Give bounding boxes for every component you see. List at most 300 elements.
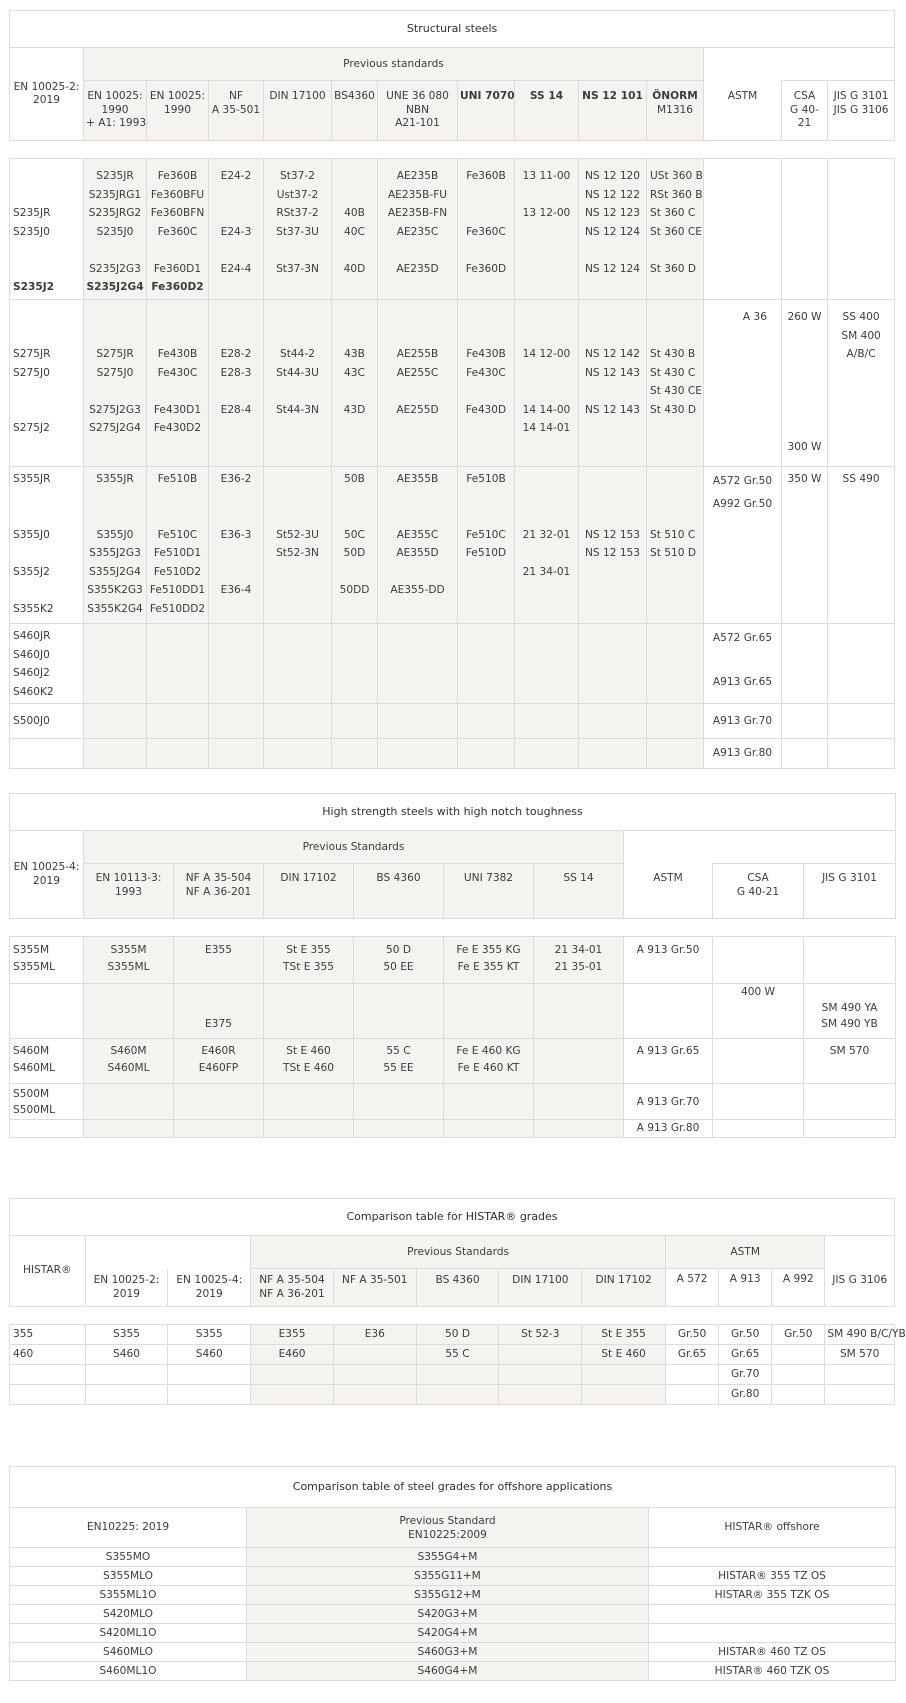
cell-line: St 510 D: [650, 547, 696, 559]
cell-line: + A1: 1993: [86, 117, 147, 129]
cell-line: [334, 327, 375, 346]
histar-row: [10, 1325, 895, 1345]
cell-line: [334, 241, 375, 260]
cell-line: A/B/C: [846, 348, 876, 360]
cell-line: AE255B: [396, 348, 439, 360]
s235-ns: [579, 159, 647, 300]
cell-line: G 40-21: [736, 885, 780, 898]
histar-cell: St E 460: [582, 1345, 666, 1365]
cell-line: JIS G 3101: [822, 872, 877, 884]
cell-line: UNI 7382: [463, 872, 514, 884]
cell-line: [517, 260, 576, 279]
cell-line: [149, 308, 206, 327]
offshore-row: [10, 1605, 896, 1624]
s235-bs: [332, 159, 378, 300]
cell-line: St37-2: [280, 170, 315, 182]
cell-line: SM 490 YA: [821, 1002, 878, 1014]
cell-line: Fe360D2: [151, 281, 204, 293]
histar-cell: [582, 1365, 666, 1385]
s355-astm: [704, 467, 782, 624]
cell-line: [266, 327, 329, 346]
cell-line: E460FP: [198, 1062, 239, 1074]
histar-cell: [772, 1345, 825, 1365]
cell-line: Fe360B: [157, 170, 198, 182]
cell-line: S355J2G3: [89, 547, 141, 559]
cell-line: Fe430D1: [153, 403, 202, 416]
cell-line: NF A 35-504: [259, 1274, 325, 1286]
s275-uni: [458, 300, 515, 467]
cell-line: E24-4: [220, 262, 252, 275]
cell-line: [784, 419, 825, 438]
hsnt-title: High strength steels with high notch toughness: [10, 794, 896, 831]
cell-line: UNE 36 080: [386, 90, 449, 102]
cell-line: Fe360D: [465, 262, 507, 275]
hsnt-header-din: [264, 864, 354, 919]
header-ns-12101: [579, 81, 647, 141]
cell-line: 43B: [344, 348, 365, 360]
cell-line: AE235B-FN: [387, 207, 448, 219]
cell-line: EN 10025:: [149, 90, 206, 102]
hsnt-previous-standards: Previous Standards: [84, 831, 624, 864]
cell-line: [266, 470, 329, 489]
cell-line: NS 12 124: [584, 262, 641, 275]
histar-header-jis: [825, 1269, 895, 1307]
cell-line: 50B: [344, 473, 365, 485]
s355-en1990: [147, 467, 209, 624]
histar-header-nf504: [251, 1269, 334, 1307]
offshore-cell: S355G4+M: [247, 1548, 649, 1567]
offshore-row: [10, 1643, 896, 1662]
offshore-cell: S355MO: [10, 1548, 247, 1567]
histar-cell: 460: [10, 1345, 86, 1365]
cell-line: [149, 507, 206, 526]
offshore-cell: HISTAR® 460 TZ OS: [649, 1643, 896, 1662]
cell-line: Fe510C: [466, 528, 506, 541]
histar-cell: SM 490 B/C/YB: [825, 1325, 895, 1345]
cell-line: JIS G 3106: [832, 1273, 888, 1286]
cell-line: [460, 241, 512, 260]
previous-standards-label: Previous standards: [84, 48, 704, 81]
hsnt-r2-jis: [804, 984, 896, 1039]
cell-line: 2019: [33, 94, 60, 106]
histar-cell: [416, 1385, 499, 1405]
cell-line: S235J0: [13, 225, 50, 238]
cell-line: 1990: [101, 103, 129, 116]
cell-line: Fe510B: [157, 473, 198, 485]
group-s235: [10, 159, 895, 300]
cell-line: JIS G 3101: [833, 90, 889, 102]
cell-line: A 36: [742, 311, 767, 323]
group-last: [10, 739, 895, 769]
cell-line: [460, 581, 512, 600]
cell-line: [517, 382, 576, 401]
cell-line: S235J2G3: [89, 262, 141, 275]
hsnt-header-jis: [804, 864, 896, 919]
s275-une: [378, 300, 458, 467]
cell-line: [13, 260, 81, 279]
cell-line: [334, 563, 375, 582]
offshore-cell: S420G3+M: [247, 1605, 649, 1624]
cell-line: 55 C: [386, 1045, 411, 1057]
s355-din: [264, 467, 332, 624]
hsnt-header-en10025-4: [10, 831, 84, 919]
cell-line: S275J2G3: [89, 403, 141, 416]
cell-line: [380, 600, 455, 619]
cell-line: 13 11-00: [522, 170, 571, 182]
cell-line: ASTM: [653, 871, 683, 884]
s275-ss: [515, 300, 579, 467]
cell-line: [334, 278, 375, 297]
cell-line: 2019: [33, 874, 60, 887]
cell-line: S235JRG2: [88, 207, 142, 219]
cell-line: [581, 382, 644, 401]
cell-line: [784, 345, 825, 364]
cell-line: [211, 327, 261, 346]
histar-cell: [251, 1365, 334, 1385]
offshore-cell: S355MLO: [10, 1567, 247, 1586]
histar-header-a572: A 572: [665, 1269, 718, 1307]
cell-line: S460ML: [107, 1062, 150, 1074]
cell-line: [380, 241, 455, 260]
s235-ss: [515, 159, 579, 300]
cell-line: NS 12 153: [584, 528, 641, 541]
offshore-cell: [649, 1605, 896, 1624]
cell-line: A572 Gr.65: [712, 632, 773, 644]
cell-line: [211, 544, 261, 563]
cell-line: Fe510D2: [153, 565, 202, 578]
hsnt-r3-c2: [174, 1039, 264, 1084]
cell-line: [380, 278, 455, 297]
histar-cell: Gr.65: [719, 1345, 772, 1365]
cell-line: NS 12 101: [582, 90, 643, 102]
cell-line: [650, 419, 701, 438]
cell-line: S460J2: [13, 667, 50, 679]
cell-line: SS 14: [529, 90, 564, 102]
cell-line: St 430 D: [650, 403, 696, 416]
cell-line: 21 34-01: [554, 944, 603, 956]
cell-line: [380, 382, 455, 401]
hsnt-row-s460: [10, 1039, 896, 1084]
hsnt-r3-c3: [264, 1039, 354, 1084]
cell-line: [581, 241, 644, 260]
cell-line: [460, 278, 512, 297]
cell-line: EN 10025-4:: [176, 1273, 243, 1286]
cell-line: St 360 CE: [650, 225, 702, 238]
cell-line: 50 D: [385, 944, 411, 956]
cell-line: 300 W: [787, 440, 822, 453]
cell-line: [211, 419, 261, 438]
cell-line: St E 460: [286, 1045, 331, 1057]
cell-line: [266, 278, 329, 297]
cell-line: AE355B: [396, 473, 439, 485]
histar-cell: [582, 1385, 666, 1405]
cell-line: [211, 563, 261, 582]
header-en10025-1990: [147, 81, 209, 141]
cell-line: [86, 308, 144, 327]
hsnt-r1-c6: [534, 937, 624, 984]
cell-line: [149, 382, 206, 401]
cell-line: St 430 CE: [650, 385, 702, 397]
offshore-header-histar: HISTAR® offshore: [649, 1508, 896, 1548]
cell-line: Fe E 460 KT: [457, 1062, 520, 1074]
cell-line: 400 W: [740, 986, 776, 998]
cell-line: [581, 278, 644, 297]
cell-line: 40C: [344, 225, 365, 238]
cell-line: DIN 17102: [280, 872, 337, 884]
cell-line: Previous Standard: [399, 1514, 496, 1527]
offshore-row: [10, 1624, 896, 1643]
cell-line: [13, 308, 81, 327]
s235-une: [378, 159, 458, 300]
offshore-cell: S355ML1O: [10, 1586, 247, 1605]
offshore-row: [10, 1548, 896, 1567]
cell-line: [517, 489, 576, 508]
histar-header-en10025-4: [168, 1269, 251, 1307]
s355-ss: [515, 467, 579, 624]
histar-cell: Gr.50: [772, 1325, 825, 1345]
cell-line: 1990: [164, 103, 191, 116]
cell-line: DIN 17100: [269, 90, 326, 102]
cell-line: [517, 186, 576, 205]
s235-nf: [209, 159, 264, 300]
cell-line: 14 12-00: [522, 348, 571, 360]
cell-line: [266, 563, 329, 582]
cell-line: A992 Gr.50: [712, 498, 773, 510]
cell-line: S355M: [13, 944, 50, 956]
cell-line: [149, 241, 206, 260]
cell-line: 43D: [343, 403, 366, 416]
cell-line: 40D: [343, 262, 366, 275]
cell-line: [517, 278, 576, 297]
cell-line: [13, 241, 81, 260]
cell-line: [784, 364, 825, 383]
offshore-cell: S355G12+M: [247, 1586, 649, 1605]
offshore-cell: S420G4+M: [247, 1624, 649, 1643]
cell-line: S355J2: [13, 565, 50, 578]
cell-line: NS 12 143: [584, 366, 641, 379]
cell-line: Fe430B: [157, 348, 198, 360]
cell-line: NF A 35-501: [342, 1274, 408, 1286]
histar-comparison-table: [9, 1198, 906, 1405]
cell-line: [334, 419, 375, 438]
cell-line: [650, 308, 701, 327]
cell-line: EN 10025:: [87, 90, 143, 102]
cell-line: [517, 327, 576, 346]
cell-line: [211, 308, 261, 327]
cell-line: [517, 308, 576, 327]
cell-line: NS 12 123: [584, 207, 641, 219]
hsnt-r4-c0: [10, 1084, 84, 1120]
cell-line: [211, 186, 261, 205]
cell-line: [581, 563, 644, 582]
offshore-cell: HISTAR® 355 TZK OS: [649, 1586, 896, 1605]
cell-line: SS 14: [563, 872, 594, 884]
hsnt-r1-c0: [10, 937, 84, 984]
cell-line: [706, 649, 779, 671]
offshore-cell: HISTAR® 460 TZK OS: [649, 1662, 896, 1681]
cell-line: A 913 Gr.50: [636, 944, 700, 956]
histar-cell: [85, 1365, 168, 1385]
cell-line: USt 360 B: [650, 170, 703, 182]
s500-astm: A913 Gr.70: [704, 704, 782, 739]
cell-line: [715, 1016, 801, 1032]
cell-line: [460, 308, 512, 327]
cell-line: [211, 278, 261, 297]
histar-cell: E460: [251, 1345, 334, 1365]
hsnt-r2-csa: [713, 984, 804, 1039]
s355-une: [378, 467, 458, 624]
header-ss14: [515, 81, 579, 141]
cell-line: S355K2: [13, 602, 54, 615]
cell-line: DIN 17100: [512, 1274, 569, 1286]
cell-line: 50DD: [339, 584, 370, 596]
cell-line: [581, 489, 644, 508]
cell-line: S275J0: [13, 366, 50, 379]
cell-line: SS 400: [842, 311, 880, 323]
cell-line: [13, 544, 81, 563]
cell-line: E460R: [201, 1045, 236, 1057]
cell-line: St 430 B: [650, 348, 696, 360]
histar-cell: [772, 1365, 825, 1385]
cell-line: St52-3U: [276, 528, 319, 541]
cell-line: NS 12 143: [584, 403, 641, 416]
s275-nf: [209, 300, 264, 467]
cell-line: 21 35-01: [554, 961, 603, 973]
hsnt-r3-c1: [84, 1039, 174, 1084]
cell-line: 50D: [343, 547, 366, 559]
high-strength-steels-table: [9, 793, 896, 1138]
cell-line: [460, 327, 512, 346]
cell-line: [715, 1000, 801, 1016]
s235-uni: [458, 159, 515, 300]
cell-line: EN 10025-4:: [13, 861, 80, 873]
histar-cell: 355: [10, 1325, 86, 1345]
cell-line: AE355-DD: [390, 584, 445, 596]
cell-line: S460JR: [13, 630, 51, 642]
cell-line: E36-3: [220, 528, 252, 541]
cell-line: S235JRG1: [88, 188, 142, 201]
histar-header-din17100: [499, 1269, 582, 1307]
offshore-cell: S355G11+M: [247, 1567, 649, 1586]
cell-line: 14 14-00: [522, 403, 571, 416]
cell-line: [13, 186, 81, 205]
s355-en2019: [10, 467, 84, 624]
cell-line: [334, 382, 375, 401]
offshore-cell: S460G4+M: [247, 1662, 649, 1681]
cell-line: BS 4360: [435, 1274, 480, 1286]
histar-cell: [85, 1385, 168, 1405]
s275-en1990a1: [84, 300, 147, 467]
s355-uni: [458, 467, 515, 624]
cell-line: [380, 327, 455, 346]
cell-line: S355J2G4: [89, 565, 141, 578]
offshore-cell: S460ML1O: [10, 1662, 247, 1681]
cell-line: S275JR: [96, 348, 134, 360]
hsnt-r1-c1: [84, 937, 174, 984]
cell-line: Fe E 355 KT: [457, 961, 520, 973]
histar-cell: [416, 1365, 499, 1385]
histar-header-histar: [10, 1236, 86, 1307]
cell-line: AE355C: [396, 528, 439, 541]
cell-line: St 510 C: [650, 528, 696, 541]
cell-line: SM 570: [829, 1045, 870, 1057]
hsnt-r1-c5: [444, 937, 534, 984]
cell-line: E28-3: [220, 366, 252, 379]
cell-line: [460, 489, 512, 508]
histar-cell: [825, 1365, 895, 1385]
s275-onorm: [647, 300, 704, 467]
histar-rows: [10, 1325, 906, 1405]
cell-line: 14 14-01: [522, 422, 571, 434]
s235-en2019: [10, 159, 84, 300]
cell-line: [650, 470, 701, 489]
cell-line: DIN 17102: [595, 1274, 652, 1286]
cell-line: SM 490 YB: [821, 1018, 878, 1030]
cell-line: [334, 167, 375, 186]
cell-line: S355J0: [96, 528, 134, 541]
cell-line: [650, 581, 701, 600]
cell-line: St44-3N: [276, 403, 319, 416]
s275-ns: [579, 300, 647, 467]
cell-line: [650, 278, 701, 297]
cell-line: S355J0: [13, 528, 50, 541]
cell-line: Fe E 355 KG: [456, 944, 521, 956]
cell-line: [266, 581, 329, 600]
cell-line: [650, 600, 701, 619]
cell-line: [517, 544, 576, 563]
group-s355: [10, 467, 895, 624]
cell-line: [13, 401, 81, 420]
s275-en1990: [147, 300, 209, 467]
s275-csa: [782, 300, 828, 467]
hsnt-row-s500: [10, 1084, 896, 1120]
hsnt-r5-astm: A 913 Gr.80: [624, 1120, 713, 1138]
histar-cell: [665, 1385, 718, 1405]
cell-line: Fe510B: [466, 473, 506, 485]
cell-line: [380, 507, 455, 526]
cell-line: S500M: [13, 1087, 50, 1100]
hsnt-r4-astm: [624, 1084, 713, 1120]
cell-line: [176, 984, 261, 1000]
cell-line: ÖNORM: [652, 90, 698, 102]
cell-line: 350 W: [787, 473, 822, 485]
histar-previous-standards: Previous Standards: [251, 1236, 666, 1269]
cell-line: 1993: [115, 885, 142, 898]
cell-line: [13, 581, 81, 600]
histar-cell: [333, 1365, 416, 1385]
cell-line: [149, 327, 206, 346]
cell-line: AE355D: [396, 547, 439, 559]
cell-line: [784, 327, 825, 346]
histar-cell: St 52-3: [499, 1325, 582, 1345]
cell-line: 55 EE: [383, 1062, 414, 1074]
structural-steels-table: [9, 10, 895, 769]
histar-cell: [168, 1365, 251, 1385]
cell-line: [581, 308, 644, 327]
cell-line: [211, 507, 261, 526]
cell-line: St37-3N: [276, 262, 319, 275]
cell-line: [211, 382, 261, 401]
s235-en1990a1: [84, 159, 147, 300]
cell-line: [380, 308, 455, 327]
cell-line: [13, 489, 81, 508]
hsnt-r2-c2: [174, 984, 264, 1039]
cell-line: 2019: [195, 1287, 223, 1300]
cell-line: [13, 167, 81, 186]
cell-line: Fe360C: [466, 225, 506, 238]
cell-line: [517, 470, 576, 489]
cell-line: E36-4: [220, 584, 252, 596]
